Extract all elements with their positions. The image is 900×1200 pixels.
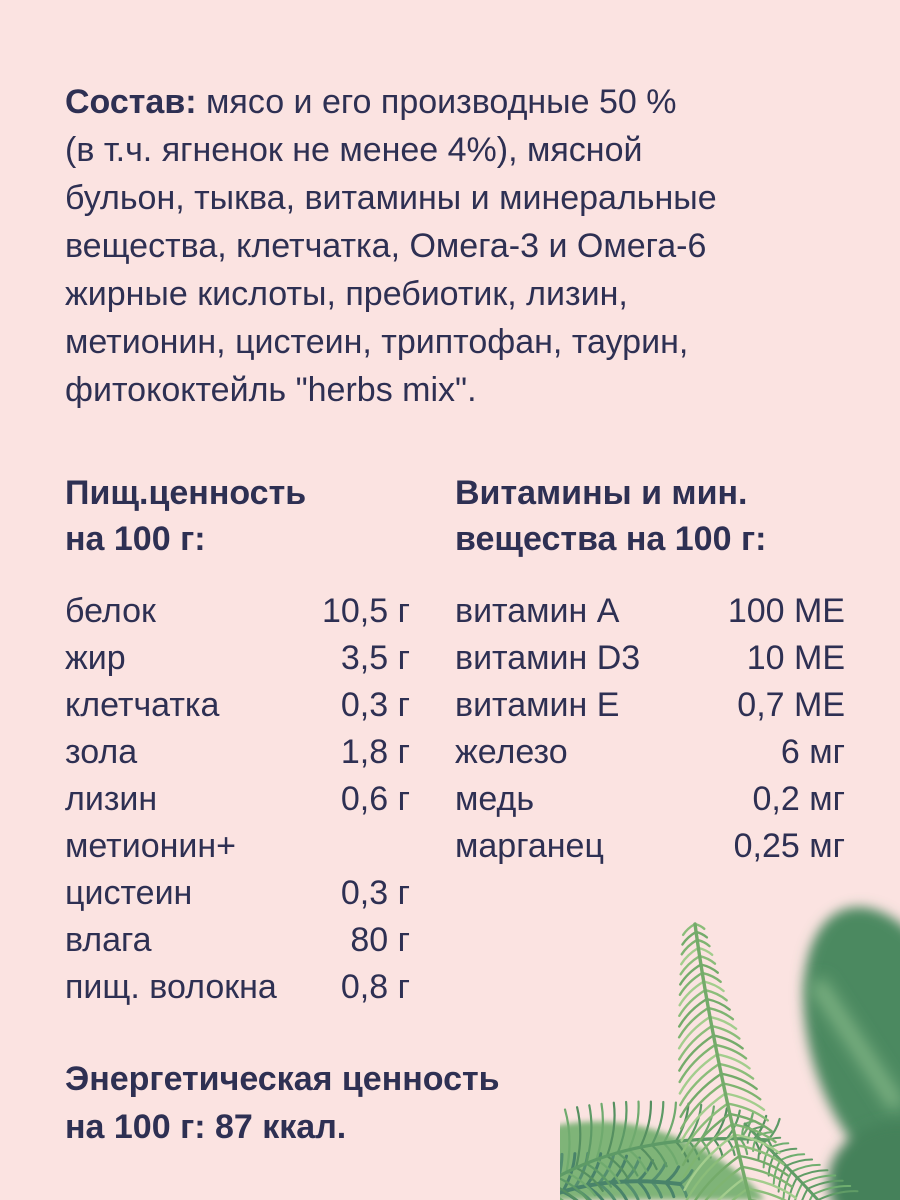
table-row — [65, 917, 410, 964]
table-row — [65, 964, 410, 1011]
row-label: зола — [65, 733, 138, 771]
energy-line1: Энергетическая ценность — [65, 1060, 500, 1098]
palm-leaf-illustration — [560, 882, 900, 1200]
row-label: цистеин — [65, 874, 193, 912]
nutrition-title-line1: Пищ.ценность — [65, 474, 307, 512]
table-row — [65, 682, 410, 729]
palm-frond-leaflet — [786, 1159, 812, 1165]
row-value: 0,3 г — [340, 686, 410, 724]
row-value: 1,8 г — [340, 733, 410, 771]
row-value: 10 МЕ — [746, 639, 845, 677]
row-label: влага — [65, 921, 152, 959]
composition-paragraph — [65, 78, 845, 414]
energy-line2: на 100 г: 87 ккал. — [65, 1108, 347, 1146]
row-label: витамин D3 — [455, 639, 641, 677]
row-label: витамин А — [455, 592, 620, 630]
vitamins-table — [455, 588, 845, 870]
table-row — [65, 776, 410, 823]
vitamins-title — [455, 470, 845, 562]
row-value: 100 МЕ — [727, 592, 845, 630]
composition-line: метионин, цистеин, триптофан, таурин, — [65, 323, 689, 361]
nutrition-title — [65, 470, 410, 562]
row-label: жир — [65, 639, 126, 677]
row-value: 0,7 МЕ — [737, 686, 845, 724]
row-label: метионин+ — [65, 827, 237, 865]
table-row — [455, 682, 845, 729]
table-row — [65, 729, 410, 776]
row-label: пищ. волокна — [65, 968, 277, 1006]
row-value: 10,5 г — [321, 592, 410, 630]
table-row — [65, 823, 410, 870]
row-value: 0,8 г — [340, 968, 410, 1006]
composition-line: жирные кислоты, пребиотик, лизин, — [65, 275, 628, 313]
palm-frond-leaflet — [748, 1130, 751, 1143]
row-label: медь — [455, 780, 535, 818]
table-row — [455, 823, 845, 870]
row-label: марганец — [455, 827, 604, 865]
nutrition-title-line2: на 100 г: — [65, 520, 206, 558]
row-value: 6 мг — [780, 733, 845, 771]
table-row — [65, 588, 410, 635]
row-value: 80 г — [350, 921, 410, 959]
composition-line: (в т.ч. ягненок не менее 4%), мясной — [65, 131, 643, 169]
row-value: 0,6 г — [340, 780, 410, 818]
palm-frond-leaflet — [676, 1104, 689, 1142]
vitamins-title-line2: вещества на 100 г: — [455, 520, 767, 558]
palm-frond-leaflet — [780, 1154, 804, 1160]
table-row — [455, 588, 845, 635]
row-value: 0,25 мг — [733, 827, 845, 865]
row-label: клетчатка — [65, 686, 220, 724]
row-value: 0,3 г — [340, 874, 410, 912]
row-label: лизин — [65, 780, 158, 818]
table-row — [455, 635, 845, 682]
row-value: 0,2 мг — [752, 780, 845, 818]
nutrition-section — [65, 470, 410, 1011]
composition-line: бульон, тыква, витамины и минеральные — [65, 179, 717, 217]
blurred-leaf-corner — [828, 1122, 900, 1200]
table-row — [65, 870, 410, 917]
composition-label: Состав: — [65, 83, 197, 121]
nutrition-table — [65, 588, 410, 1011]
table-row — [65, 635, 410, 682]
composition-line: фитококтейль "herbs mix". — [65, 371, 477, 409]
composition-line: вещества, клетчатка, Омега-3 и Омега-6 — [65, 227, 707, 265]
table-row — [455, 729, 845, 776]
vitamins-title-line1: Витамины и мин. — [455, 474, 748, 512]
row-label: железо — [455, 733, 568, 771]
row-label: витамин Е — [455, 686, 620, 724]
composition-text: мясо и его производные 50 % — [206, 83, 677, 121]
row-value: 3,5 г — [340, 639, 410, 677]
row-label: белок — [65, 592, 156, 630]
composition-line — [65, 78, 845, 126]
table-row — [455, 776, 845, 823]
